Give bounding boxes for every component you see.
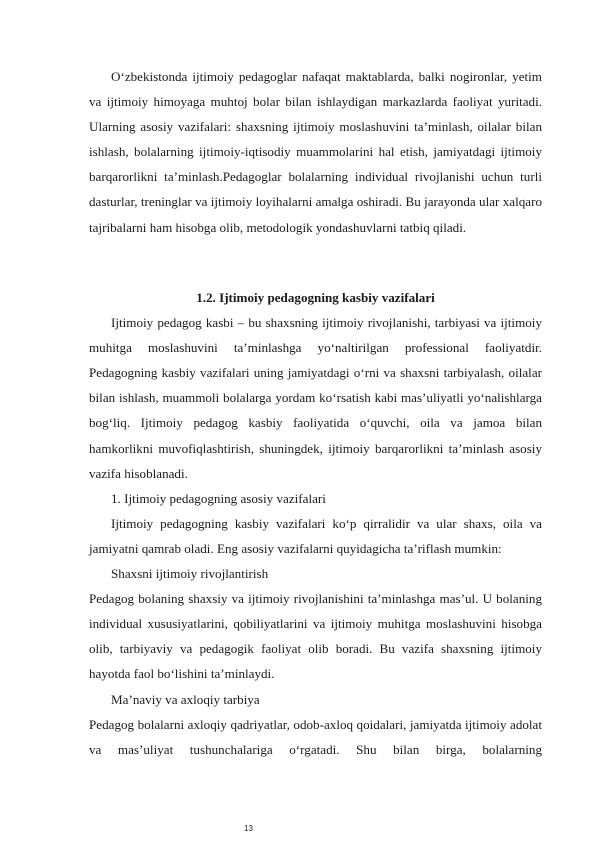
subheading-moral-education: Ma’naviy va axloqiy tarbiya bbox=[111, 691, 260, 707]
page-number: 13 bbox=[244, 824, 253, 833]
section-paragraph-1: Ijtimoiy pedagog kasbi – bu shaxsning ijtimoiy rivojlanishi, tarbiyasi va ijtimoiy muhitga moslashuvini ta’minlashga yo‘naltirilgan professional faoliyatdir. Pedagogning kasbiy vazifalari uning jamiyatdagi o‘rni va shaxsni tarbiyalash, oilalar bilan ishlash, muammoli bolalarga yordam ko‘rsatish kabi mas’uliyatli yo‘nalishlarga bog‘liq. Ijtimoiy pedagog kasbiy faoliyatida o‘quvchi, oila va jamoa bilan hamkorlikni muvofiqlashtirish, shuningdek, ijtimoiy barqarorlikni ta’minlash asosiy vazifa hisoblanadi. bbox=[89, 315, 542, 481]
section-block bbox=[89, 285, 542, 762]
intro-block bbox=[89, 64, 542, 240]
list-item-heading: 1. Ijtimoiy pedagogning asosiy vazifalari bbox=[111, 490, 326, 506]
section-paragraph-2: Ijtimoiy pedagogning kasbiy vazifalari ko‘p qirralidir va ular shaxs, oila va jamiyatni qamrab oladi. Eng asosiy vazifalarni quyidagicha ta’riflash mumkin: bbox=[89, 515, 542, 556]
section-paragraph-4: Pedagog bolalarni axloqiy qadriyatlar, odob-axloq qoidalari, jamiyatda ijtimoiy adolat va mas’uliyat tushunchalariga o‘rgatadi. Shu bilan birga, bolalarning bbox=[89, 716, 542, 757]
section-heading: 1.2. Ijtimoiy pedagogning kasbiy vazifalari bbox=[196, 290, 435, 305]
subheading-social-development: Shaxsni ijtimoiy rivojlantirish bbox=[111, 566, 269, 582]
intro-paragraph: O‘zbekistonda ijtimoiy pedagoglar nafaqat maktablarda, balki nogironlar, yetim va ijtimoiy himoyaga muhtoj bolar bilan ishlaydigan markazlarda faoliyat yuritadi. Ularning asosiy vazifalari: shaxsning ijtimoiy moslashuvini ta’minlash, oilalar bilan ishlash, bolalarning ijtimoiy-iqtisodiy muammolarini hal etish, jamiyatdagi ijtimoiy barqarorlikni ta’minlash.Pedagoglar bolalarning individual rivojlanishi uchun turli dasturlar, treninglar va ijtimoiy loyihalarni amalga oshiradi. Bu jarayonda ular xalqaro tajribalarni ham hisobga olib, metodologik yondashuvlarni tatbiq qiladi. bbox=[89, 69, 542, 235]
section-paragraph-3: Pedagog bolaning shaxsiy va ijtimoiy rivojlanishini ta’minlashga mas’ul. U bolaning individual xususiyatlarini, qobiliyatlarini va ijtimoiy muhitga moslashuvini hisobga olib, tarbiyaviy va pedagogik faoliyat olib boradi. Bu vazifa shaxsning ijtimoiy hayotda faol bo‘lishini ta’minlaydi. bbox=[89, 591, 542, 682]
